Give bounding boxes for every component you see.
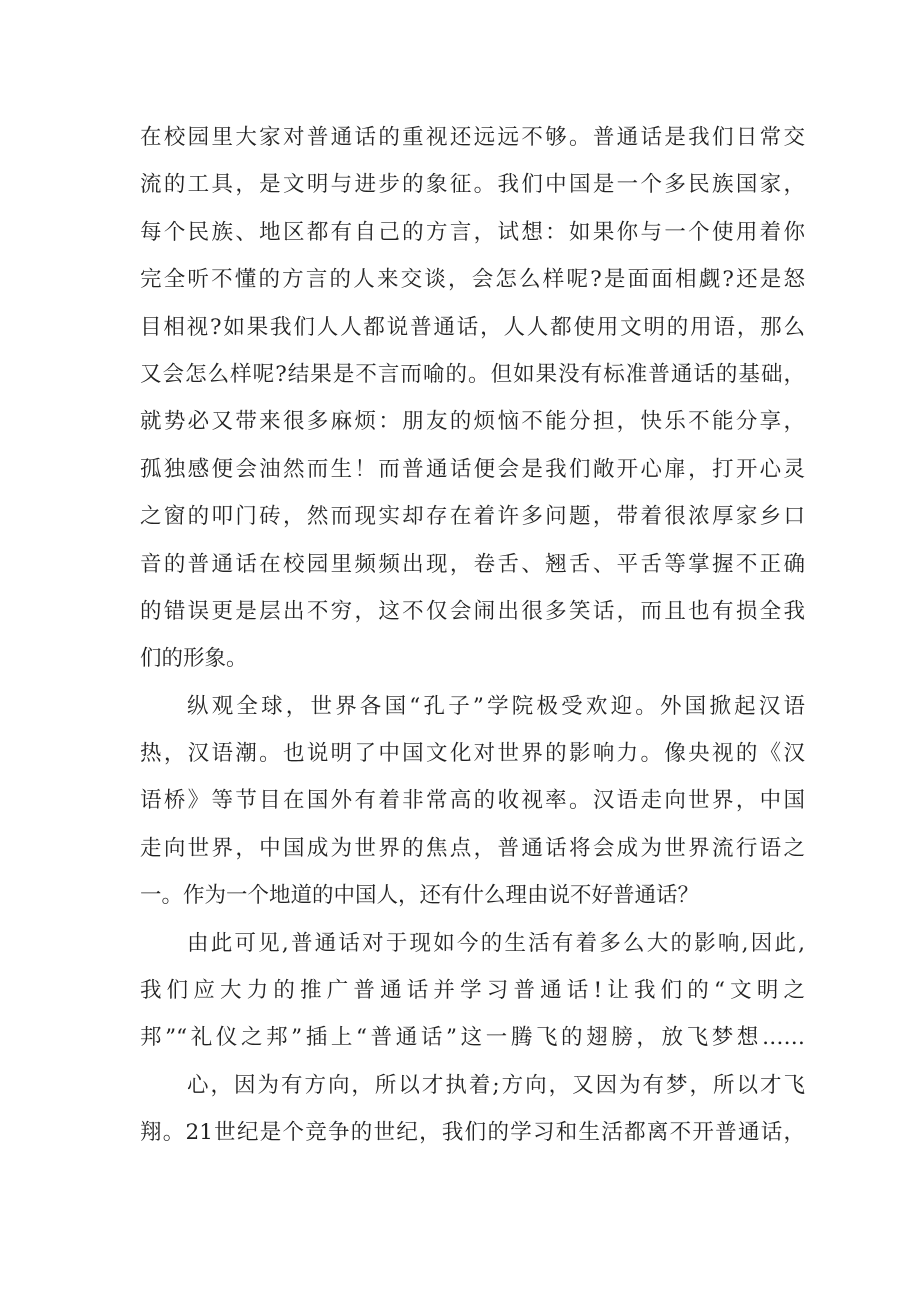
text-line: 一。作为一个地道的中国人，还有什么理由说不好普通话？ — [140, 883, 700, 909]
text-line: 邦”“礼仪之邦”插上“普通话”这一腾飞的翅膀，放飞梦想…… — [140, 1025, 805, 1051]
text-line: 之窗的叩门砖，然而现实却存在着许多问题，带着很浓厚家乡口 — [140, 504, 805, 530]
text-line: 每个民族、地区都有自己的方言，试想：如果你与一个使用着你 — [140, 219, 805, 245]
text-line: 孤独感便会油然而生！而普通话便会是我们敞开心扉，打开心灵 — [140, 456, 805, 482]
text-line: 语桥》等节目在国外有着非常高的收视率。汉语走向世界，中国 — [140, 788, 805, 814]
text-line: 们的形象。 — [140, 646, 248, 672]
text-line: 就势必又带来很多麻烦：朋友的烦恼不能分担，快乐不能分享， — [140, 409, 805, 435]
text-line: 热，汉语潮。也说明了中国文化对世界的影响力。像央视的《汉 — [140, 741, 805, 767]
text-line: 我们应大力的推广普通话并学习普通话!让我们的“文明之 — [140, 978, 805, 1004]
text-line: 完全听不懂的方言的人来交谈，会怎么样呢?是面面相觑?还是怒 — [140, 267, 805, 293]
text-line: 由此可见,普通话对于现如今的生活有着多么大的影响,因此, — [187, 930, 805, 956]
text-line: 翔。21世纪是个竞争的世纪，我们的学习和生活都离不开普通话， — [140, 1120, 805, 1146]
text-line: 在校园里大家对普通话的重视还远远不够。普通话是我们日常交 — [140, 125, 805, 150]
text-line: 心，因为有方向，所以才执着;方向，又因为有梦，所以才飞 — [187, 1072, 805, 1098]
text-line: 纵观全球，世界各国“孔子”学院极受欢迎。外国掀起汉语 — [187, 693, 805, 719]
text-line: 流的工具，是文明与进步的象征。我们中国是一个多民族国家， — [140, 172, 805, 198]
text-line: 走向世界，中国成为世界的焦点，普通话将会成为世界流行语之 — [140, 835, 805, 861]
text-line: 又会怎么样呢?结果是不言而喻的。但如果没有标准普通话的基础， — [140, 361, 805, 387]
document-body — [140, 114, 805, 1157]
text-line: 目相视?如果我们人人都说普通话，人人都使用文明的用语，那么 — [140, 314, 805, 340]
text-line: 的错误更是层出不穷，这不仅会闹出很多笑话，而且也有损全我 — [140, 598, 805, 624]
text-line: 音的普通话在校园里频频出现，卷舌、翘舌、平舌等掌握不正确 — [140, 551, 805, 577]
